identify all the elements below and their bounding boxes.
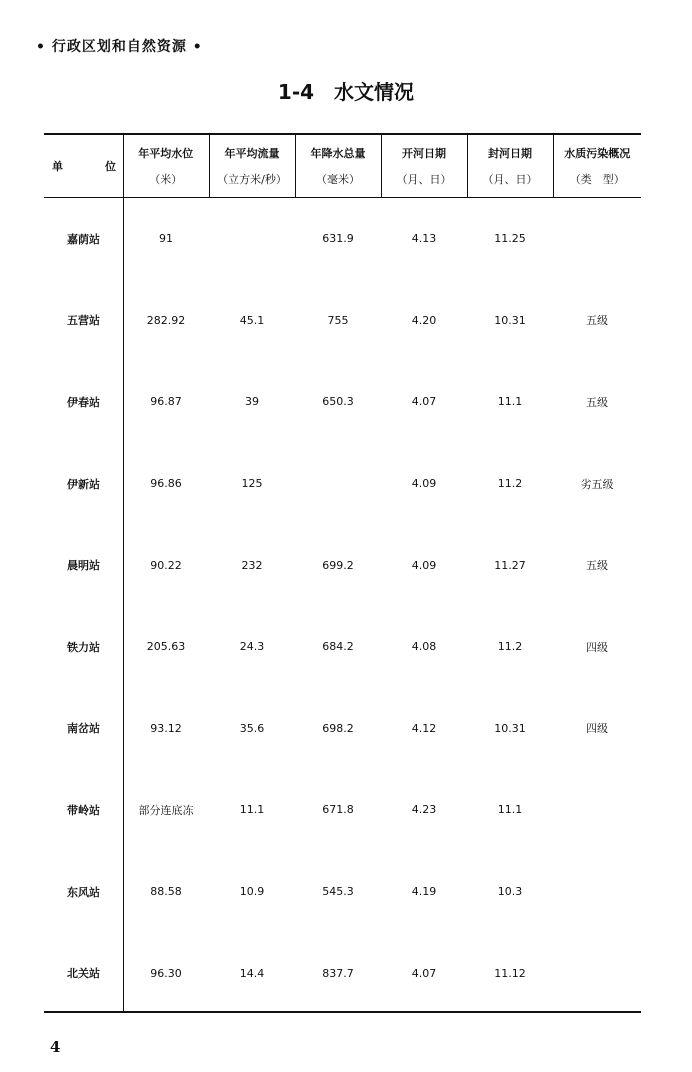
table-cell: 650.3 — [322, 395, 354, 409]
table-row — [44, 851, 641, 933]
table-cell: 698.2 — [322, 721, 354, 735]
table-cell: 五级 — [586, 314, 608, 328]
column-header: 封河日期 （月、日） — [467, 135, 553, 198]
table-cell: 10.9 — [239, 885, 265, 899]
table-cell: 10.3 — [497, 885, 523, 899]
hydrology-table — [44, 135, 641, 1014]
table-cell: 部分连底冻 — [138, 803, 194, 817]
table-cell: 96.87 — [150, 395, 182, 409]
table-cell: 631.9 — [322, 232, 354, 246]
table-header-row — [44, 135, 641, 198]
table-cell: 4.09 — [411, 477, 437, 491]
table-cell: 125 — [241, 477, 263, 491]
column-header: 水质污染概况 （类 型） — [553, 135, 641, 198]
table-cell: 11.1 — [497, 803, 523, 817]
table-row — [44, 524, 641, 606]
table-cell: 11.25 — [494, 232, 526, 246]
bottom-rule — [44, 1011, 641, 1013]
table-cell — [553, 198, 641, 280]
table-row — [44, 769, 641, 851]
table-cell: 90.22 — [150, 558, 182, 572]
station-name: 南岔站 — [67, 722, 100, 736]
table-cell: 4.09 — [411, 558, 437, 572]
table-cell: 11.1 — [497, 395, 523, 409]
table-cell: 14.4 — [239, 966, 265, 980]
table-cell: 11.12 — [494, 966, 526, 980]
table-cell: 671.8 — [322, 803, 354, 817]
table-cell: 837.7 — [322, 966, 354, 980]
table-cell — [553, 932, 641, 1014]
table-cell: 五级 — [586, 559, 608, 573]
table-cell: 232 — [241, 558, 263, 572]
table-cell: 11.2 — [497, 477, 523, 491]
station-name: 北关站 — [67, 967, 100, 981]
table-cell: 4.07 — [411, 966, 437, 980]
table-cell: 10.31 — [494, 721, 526, 735]
table-row — [44, 361, 641, 443]
table-cell: 282.92 — [146, 313, 186, 327]
running-head: • 行政区划和自然资源 • — [36, 39, 203, 55]
table-row — [44, 932, 641, 1014]
table-cell — [209, 198, 295, 280]
table-cell: 93.12 — [150, 721, 182, 735]
table-cell: 91 — [159, 232, 173, 246]
table-cell — [553, 769, 641, 851]
table-cell: 699.2 — [322, 558, 354, 572]
unit-header: 单 位 — [44, 135, 123, 198]
station-name: 五营站 — [67, 314, 100, 328]
page-number: 4 — [50, 1038, 61, 1056]
table-title: 1-4 水文情况 — [277, 80, 415, 104]
table-cell — [295, 443, 381, 525]
table-cell: 11.2 — [497, 640, 523, 654]
table-cell: 四级 — [586, 640, 608, 654]
table-cell: 24.3 — [239, 640, 265, 654]
table-cell: 4.19 — [411, 885, 437, 899]
table-cell: 五级 — [586, 395, 608, 409]
table-cell: 4.12 — [411, 721, 437, 735]
table-row — [44, 280, 641, 362]
table-row — [44, 443, 641, 525]
station-name: 东风站 — [67, 885, 100, 899]
table-row — [44, 198, 641, 280]
table-cell: 96.86 — [150, 477, 182, 491]
station-name: 铁力站 — [67, 640, 100, 654]
table-cell: 684.2 — [322, 640, 354, 654]
table-cell: 11.1 — [239, 803, 265, 817]
table-row — [44, 606, 641, 688]
column-header: 开河日期 （月、日） — [381, 135, 467, 198]
table-cell: 4.08 — [411, 640, 437, 654]
table-cell: 96.30 — [150, 966, 182, 980]
table-cell: 劣五级 — [580, 477, 614, 491]
column-header: 年平均水位 （米） — [123, 135, 209, 198]
table-cell — [553, 851, 641, 933]
table-cell: 4.07 — [411, 395, 437, 409]
table-cell: 四级 — [586, 722, 608, 736]
station-name: 带岭站 — [67, 803, 100, 817]
station-name: 伊春站 — [67, 395, 100, 409]
table-cell: 4.20 — [411, 313, 437, 327]
table-cell: 45.1 — [239, 313, 265, 327]
table-cell: 11.27 — [494, 558, 526, 572]
station-name: 晨明站 — [67, 559, 100, 573]
table-cell: 10.31 — [494, 313, 526, 327]
table-cell: 205.63 — [146, 640, 186, 654]
table-cell: 545.3 — [322, 885, 354, 899]
table-cell: 4.13 — [411, 232, 437, 246]
table-row — [44, 688, 641, 770]
table-cell: 88.58 — [150, 885, 182, 899]
station-name: 伊新站 — [67, 477, 100, 491]
column-header: 年平均流量 （立方米/秒） — [209, 135, 295, 198]
table-cell: 35.6 — [239, 721, 265, 735]
station-name: 嘉荫站 — [67, 232, 100, 246]
table-cell: 39 — [245, 395, 259, 409]
column-header: 年降水总量 （毫米） — [295, 135, 381, 198]
table-cell: 755 — [327, 313, 349, 327]
table-cell: 4.23 — [411, 803, 437, 817]
